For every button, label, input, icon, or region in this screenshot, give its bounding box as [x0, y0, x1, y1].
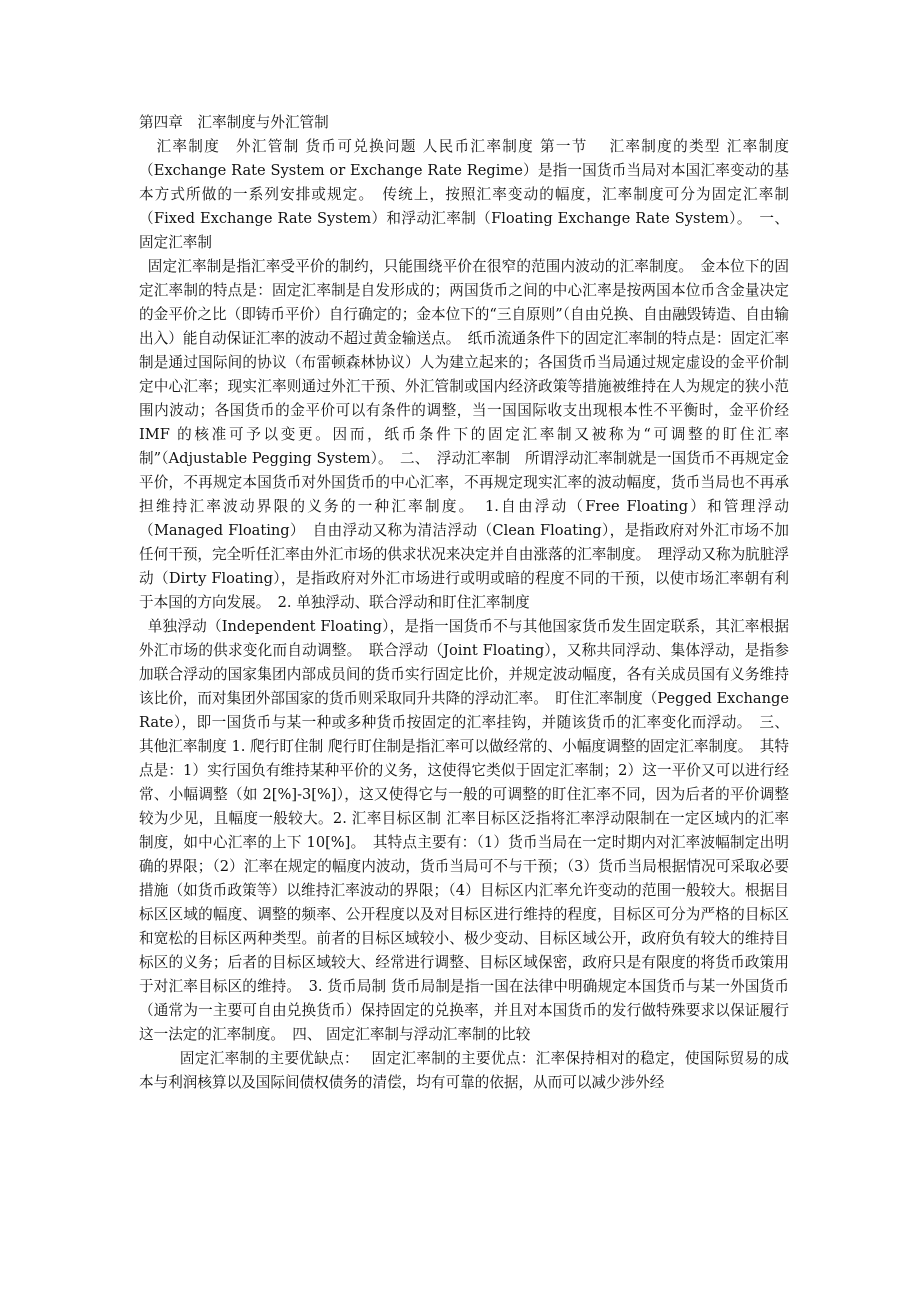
paragraph-fixed-rate: 固定汇率制是指汇率受平价的制约，只能围绕平价在很窄的范围内波动的汇率制度。 金本位下的固定汇率制的特点是：固定汇率制是自发形成的；两国货币之间的中心汇率是按两国本位币含金量决定的金平价之比（即铸币平价）自行确定的；金本位下的“三自原则”（自由兑换、自由融毁铸造、自由输出入）能自动保证汇率的波动不超过黄金输送点。 纸币流通条件下的固定汇率制的特点是：固定汇率制是通过国际间的协议（布雷顿森林协议）人为建立起来的；各国货币当局通过规定虚设的金平价制定中心汇率；现实汇率则通过外汇干预、外汇管制或国内经济政策等措施被维持在人为规定的狭小范围内波动；各国货币的金平价可以有条件的调整，当一国国际收支出现根本性不平衡时，金平价经 IMF 的核准可予以变更。因而，纸币条件下的固定汇率制又被称为“可调整的盯住汇率制”（Adjustable Pegging System）。 二、 浮动汇率制 所谓浮动汇率制就是一国货币不再规定金平价，不再规定本国货币对外国货币的中心汇率，不再规定现实汇率的波动幅度，货币当局也不再承担维持汇率波动界限的义务的一种汇率制度。 1.自由浮动（Free Floating）和管理浮动（Managed Floating） 自由浮动又称为清洁浮动（Clean Floating），是指政府对外汇市场不加任何干预，完全听任汇率由外汇市场的供求状况来决定并自由涨落的汇率制度。 理浮动又称为肮脏浮动（Dirty Floating），是指政府对外汇市场进行或明或暗的程度不同的干预，以使市场汇率朝有利于本国的方向发展。 2. 单独浮动、联合浮动和盯住汇率制度	[139, 258, 789, 611]
paragraph-intro: 汇率制度 外汇管制 货币可兑换问题 人民币汇率制度 第一节 汇率制度的类型 汇率制度（Exchange Rate System or Exchange Rate Regime）是指一国货币当局对本国汇率变动的基本方式所做的一系列安排或规定。 传统上，按照汇率变动的幅度，汇率制度可分为固定汇率制（Fixed Exchange Rate System）和浮动汇率制（Floating Exchange Rate System）。 一、 固定汇率制	[139, 138, 789, 251]
document-page	[139, 111, 789, 1095]
paragraph-comparison: 固定汇率制的主要优缺点： 固定汇率制的主要优点：汇率保持相对的稳定，使国际贸易的成本与利润核算以及国际间债权债务的清偿，均有可靠的依据，从而可以减少涉外经	[139, 1050, 789, 1091]
paragraph-floating-types: 单独浮动（Independent Floating），是指一国货币不与其他国家货币发生固定联系，其汇率根据外汇市场的供求变化而自动调整。 联合浮动（Joint Floating），又称共同浮动、集体浮动，是指参加联合浮动的国家集团内部成员间的货币实行固定比价，并规定波动幅度，各有关成员国有义务维持该比价，而对集团外部国家的货币则采取同升共降的浮动汇率。 盯住汇率制度（Pegged Exchange Rate），即一国货币与某一种或多种货币按固定的汇率挂钩，并随该货币的汇率变化而浮动。 三、 其他汇率制度 1. 爬行盯住制 爬行盯住制是指汇率可以做经常的、小幅度调整的固定汇率制度。 其特点是：1）实行国负有维持某种平价的义务，这使得它类似于固定汇率制；2）这一平价又可以进行经常、小幅调整（如 2[%]-3[%]），这又使得它与一般的可调整的盯住汇率不同，因为后者的平价调整较为少见，且幅度一般较大。2. 汇率目标区制 汇率目标区泛指将汇率浮动限制在一定区域内的汇率制度，如中心汇率的上下 10[%]。 其特点主要有：（1）货币当局在一定时期内对汇率波幅制定出明确的界限；（2）汇率在规定的幅度内波动，货币当局可不与干预；（3）货币当局根据情况可采取必要措施（如货币政策等）以维持汇率波动的界限；（4）目标区内汇率允许变动的范围一般较大。根据目标区区域的幅度、调整的频率、公开程度以及对目标区进行维持的程度，目标区可分为严格的目标区和宽松的目标区两种类型。前者的目标区域较小、极少变动、目标区域公开，政府负有较大的维持目标区的义务；后者的目标区域较大、经常进行调整、目标区域保密，政府只是有限度的将货币政策用于对汇率目标区的维持。 3. 货币局制 货币局制是指一国在法律中明确规定本国货币与某一外国货币（通常为一主要可自由兑换货币）保持固定的兑换率，并且对本国货币的发行做特殊要求以保证履行这一法定的汇率制度。 四、 固定汇率制与浮动汇率制的比较	[139, 618, 789, 1043]
chapter-title: 第四章 汇率制度与外汇管制	[139, 114, 329, 131]
